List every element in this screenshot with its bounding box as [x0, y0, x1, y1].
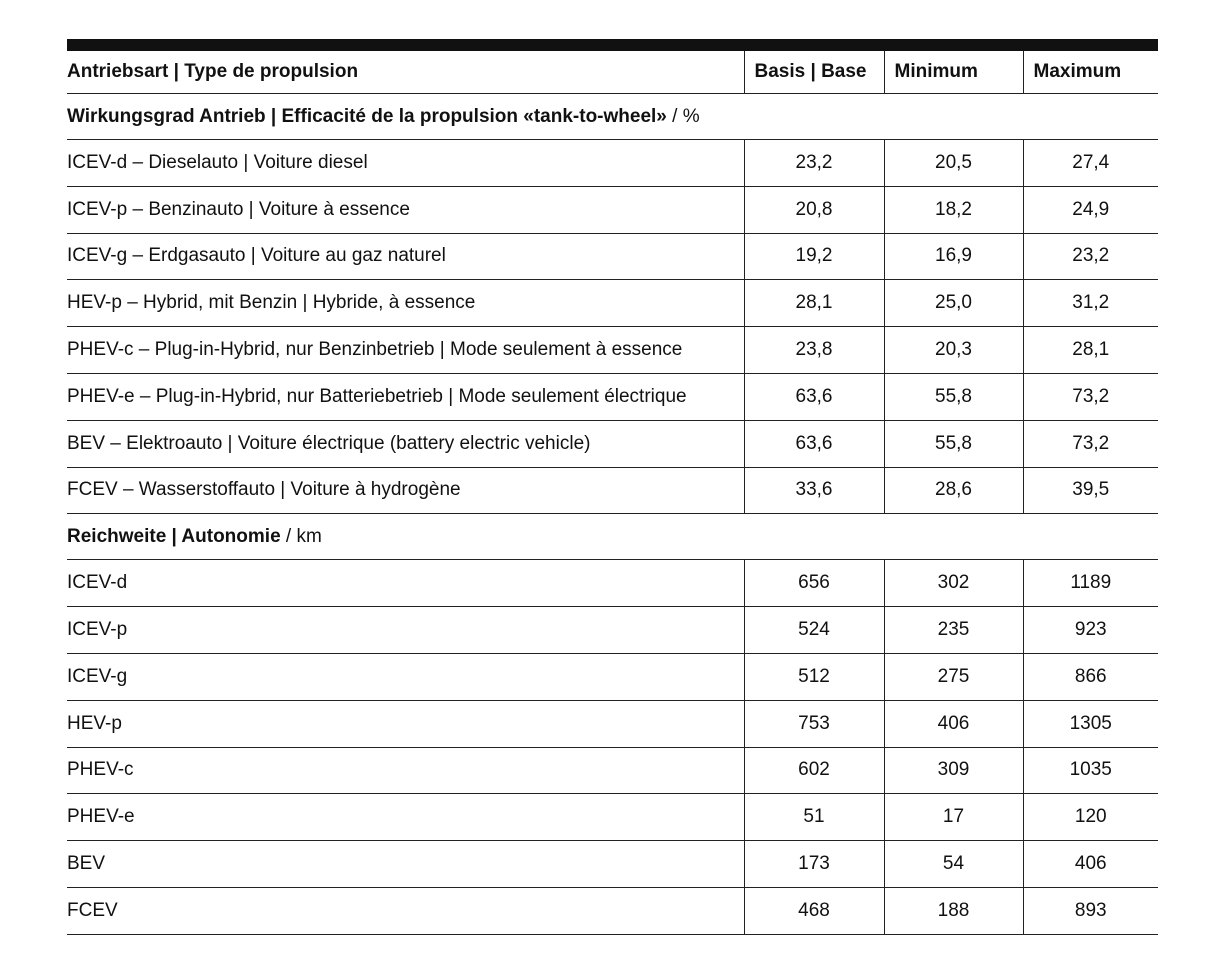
- cell-minimum: 16,9: [884, 233, 1023, 280]
- row-label: ICEV-d: [67, 560, 744, 607]
- section-title-text: Wirkungsgrad Antrieb | Efficacité de la propulsion «tank-to-wheel»: [67, 105, 667, 127]
- header-maximum: Maximum: [1023, 51, 1158, 94]
- cell-basis: 23,2: [744, 140, 884, 187]
- row-label: PHEV-c: [67, 747, 744, 794]
- cell-minimum: 54: [884, 841, 1023, 888]
- cell-minimum: 17: [884, 794, 1023, 841]
- table-row: [67, 560, 1158, 607]
- cell-basis: 656: [744, 560, 884, 607]
- section-unit: / %: [666, 105, 700, 127]
- row-label: FCEV – Wasserstoffauto | Voiture à hydrogène: [67, 467, 744, 514]
- row-label: ICEV-d – Dieselauto | Voiture diesel: [67, 140, 744, 187]
- table-row: [67, 887, 1158, 934]
- header-minimum: Minimum: [884, 51, 1023, 94]
- row-label: HEV-p: [67, 700, 744, 747]
- cell-maximum: 866: [1023, 653, 1158, 700]
- propulsion-table: [67, 51, 1158, 935]
- cell-basis: 19,2: [744, 233, 884, 280]
- cell-minimum: 406: [884, 700, 1023, 747]
- table-row: [67, 186, 1158, 233]
- row-label: ICEV-g – Erdgasauto | Voiture au gaz naturel: [67, 233, 744, 280]
- row-label: ICEV-g: [67, 653, 744, 700]
- cell-minimum: 20,5: [884, 140, 1023, 187]
- cell-maximum: 39,5: [1023, 467, 1158, 514]
- cell-maximum: 73,2: [1023, 420, 1158, 467]
- table-row: [67, 140, 1158, 187]
- cell-maximum: 1305: [1023, 700, 1158, 747]
- cell-maximum: 23,2: [1023, 233, 1158, 280]
- table-row: [67, 280, 1158, 327]
- cell-minimum: 20,3: [884, 327, 1023, 374]
- cell-minimum: 275: [884, 653, 1023, 700]
- cell-maximum: 120: [1023, 794, 1158, 841]
- table-row: [67, 794, 1158, 841]
- row-label: FCEV: [67, 887, 744, 934]
- section-title: [67, 514, 1158, 560]
- cell-basis: 20,8: [744, 186, 884, 233]
- cell-basis: 23,8: [744, 327, 884, 374]
- table-row: [67, 373, 1158, 420]
- cell-minimum: 55,8: [884, 373, 1023, 420]
- section-title: [67, 94, 1158, 140]
- table-row: [67, 420, 1158, 467]
- cell-basis: 602: [744, 747, 884, 794]
- table-top-rule: [67, 39, 1158, 51]
- cell-basis: 173: [744, 841, 884, 888]
- header-label: Antriebsart | Type de propulsion: [67, 51, 744, 94]
- cell-maximum: 24,9: [1023, 186, 1158, 233]
- table-row: [67, 467, 1158, 514]
- cell-basis: 512: [744, 653, 884, 700]
- row-label: BEV: [67, 841, 744, 888]
- cell-basis: 524: [744, 607, 884, 654]
- row-label: ICEV-p: [67, 607, 744, 654]
- data-table-container: [67, 39, 1158, 935]
- table-row: [67, 653, 1158, 700]
- cell-maximum: 923: [1023, 607, 1158, 654]
- section-header-row: [67, 514, 1158, 560]
- cell-maximum: 406: [1023, 841, 1158, 888]
- cell-maximum: 1189: [1023, 560, 1158, 607]
- cell-basis: 51: [744, 794, 884, 841]
- cell-minimum: 18,2: [884, 186, 1023, 233]
- table-row: [67, 700, 1158, 747]
- cell-minimum: 28,6: [884, 467, 1023, 514]
- section-header-row: [67, 94, 1158, 140]
- table-row: [67, 607, 1158, 654]
- cell-basis: 33,6: [744, 467, 884, 514]
- table-header-row: [67, 51, 1158, 94]
- cell-minimum: 25,0: [884, 280, 1023, 327]
- header-basis: Basis | Base: [744, 51, 884, 94]
- cell-minimum: 55,8: [884, 420, 1023, 467]
- table-body: [67, 94, 1158, 935]
- cell-maximum: 31,2: [1023, 280, 1158, 327]
- table-row: [67, 233, 1158, 280]
- row-label: ICEV-p – Benzinauto | Voiture à essence: [67, 186, 744, 233]
- cell-minimum: 302: [884, 560, 1023, 607]
- row-label: BEV – Elektroauto | Voiture électrique (battery electric vehicle): [67, 420, 744, 467]
- section-title-text: Reichweite | Autonomie: [67, 525, 281, 547]
- cell-basis: 753: [744, 700, 884, 747]
- cell-maximum: 73,2: [1023, 373, 1158, 420]
- cell-maximum: 27,4: [1023, 140, 1158, 187]
- section-unit: / km: [280, 525, 322, 547]
- cell-basis: 28,1: [744, 280, 884, 327]
- row-label: HEV-p – Hybrid, mit Benzin | Hybride, à essence: [67, 280, 744, 327]
- table-row: [67, 747, 1158, 794]
- cell-minimum: 235: [884, 607, 1023, 654]
- cell-basis: 63,6: [744, 420, 884, 467]
- cell-maximum: 893: [1023, 887, 1158, 934]
- row-label: PHEV-c – Plug-in-Hybrid, nur Benzinbetrieb | Mode seulement à essence: [67, 327, 744, 374]
- row-label: PHEV-e – Plug-in-Hybrid, nur Batteriebetrieb | Mode seulement électrique: [67, 373, 744, 420]
- table-row: [67, 327, 1158, 374]
- cell-basis: 468: [744, 887, 884, 934]
- row-label: PHEV-e: [67, 794, 744, 841]
- cell-maximum: 28,1: [1023, 327, 1158, 374]
- cell-basis: 63,6: [744, 373, 884, 420]
- cell-minimum: 309: [884, 747, 1023, 794]
- table-row: [67, 841, 1158, 888]
- cell-minimum: 188: [884, 887, 1023, 934]
- cell-maximum: 1035: [1023, 747, 1158, 794]
